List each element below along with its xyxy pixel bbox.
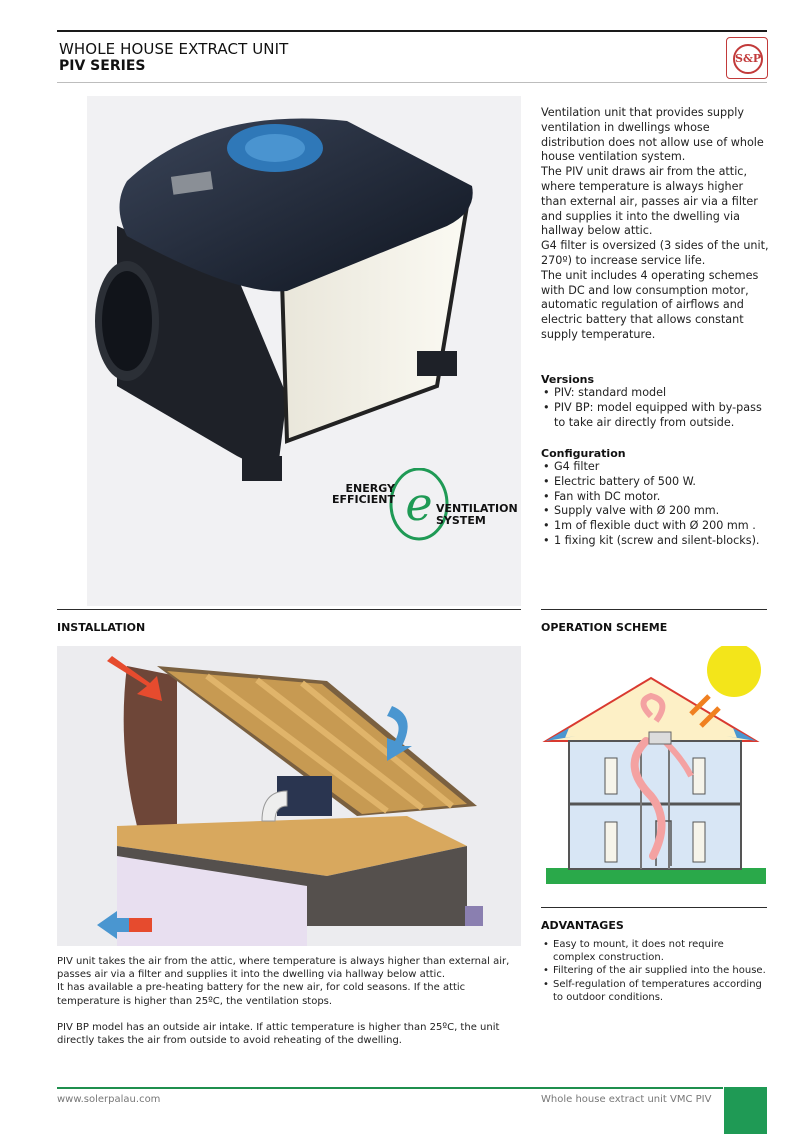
list-item: • Easy to mount, it does not require complex construction. (541, 938, 769, 964)
header-bottom-rule (57, 82, 767, 83)
list-item: • Supply valve with Ø 200 mm. (541, 504, 771, 519)
operation-rule (541, 609, 767, 610)
versions-list (541, 386, 771, 430)
page-subtitle: PIV SERIES (59, 58, 146, 74)
list-item: • Filtering of the air supplied into the house. (541, 964, 769, 977)
energy-badge-line2: EFFICIENT (331, 493, 395, 506)
footer-rule (57, 1087, 723, 1089)
versions-heading: Versions (541, 373, 595, 386)
operation-heading: OPERATION SCHEME (541, 621, 668, 634)
attic-cutaway-graphic (57, 646, 521, 946)
energy-efficient-badge (327, 468, 527, 542)
installation-text (57, 955, 523, 1047)
footer-doc-title: Whole house extract unit VMC PIV (541, 1094, 712, 1105)
header-top-rule (57, 30, 767, 32)
advantages-rule (541, 907, 767, 908)
installation-illustration (57, 646, 521, 946)
house-airflow-graphic (541, 646, 767, 890)
logo-mark: S&P (733, 44, 763, 74)
installation-paragraph-1: PIV unit takes the air from the attic, where temperature is always higher than external air, passes air via a filter and supplies it into the dwelling via hallway below attic. (57, 956, 510, 981)
configuration-section (541, 447, 771, 549)
list-item: • Self-regulation of temperatures according to outdoor conditions. (541, 978, 769, 1004)
advantages-heading: ADVANTAGES (541, 919, 624, 932)
installation-rule (57, 609, 521, 610)
energy-badge-line4: SYSTEM (436, 514, 486, 527)
intro-description: Ventilation unit that provides supply ventilation in dwellings whose distribution does not allow use of whole house ventilation system. The PIV unit draws air from the attic, where temperature is always higher than external air, passes air via a filter and supplies it into the dwelling via hallway below attic. G4 filter is oversized (3 sides of the unit, 270º) to increase service life. The unit includes 4 operating schemes with DC and low consumption motor, automatic regulation of airflows and electric battery that allows constant supply temperature. (541, 106, 769, 341)
advantages-list (541, 938, 769, 1004)
list-item: • 1m of flexible duct with Ø 200 mm . (541, 519, 771, 534)
operation-scheme-diagram (541, 646, 767, 890)
footer-website-link[interactable]: www.solerpalau.com (57, 1094, 161, 1105)
list-item: • G4 filter (541, 460, 771, 475)
list-item: • PIV BP: model equipped with by-pass to take air directly from outside. (541, 401, 771, 431)
footer-green-tab (724, 1087, 767, 1134)
versions-section (541, 373, 771, 430)
installation-paragraph-2: It has available a pre-heating battery for the new air, for cold seasons. If the attic temperature is higher than 25ºC, the ventilation stops. (57, 982, 466, 1007)
page-title: WHOLE HOUSE EXTRACT UNIT (59, 40, 289, 58)
energy-badge-graphic (327, 468, 527, 542)
installation-paragraph-3: PIV BP model has an outside air intake. If attic temperature is higher than 25ºC, the unit directly takes the air from outside to avoid reheating of the dwelling. (57, 1021, 500, 1047)
list-item: • PIV: standard model (541, 386, 771, 401)
configuration-heading: Configuration (541, 447, 626, 460)
brand-logo (726, 37, 768, 79)
configuration-list (541, 460, 771, 549)
energy-badge-letter: e (405, 477, 433, 531)
list-item: • Fan with DC motor. (541, 490, 771, 505)
energy-badge-line3: VENTILATION (436, 502, 518, 515)
energy-badge-line1: ENERGY (345, 482, 395, 495)
list-item: • Electric battery of 500 W. (541, 475, 771, 490)
installation-heading: INSTALLATION (57, 621, 146, 634)
list-item: • 1 fixing kit (screw and silent-blocks). (541, 534, 771, 549)
